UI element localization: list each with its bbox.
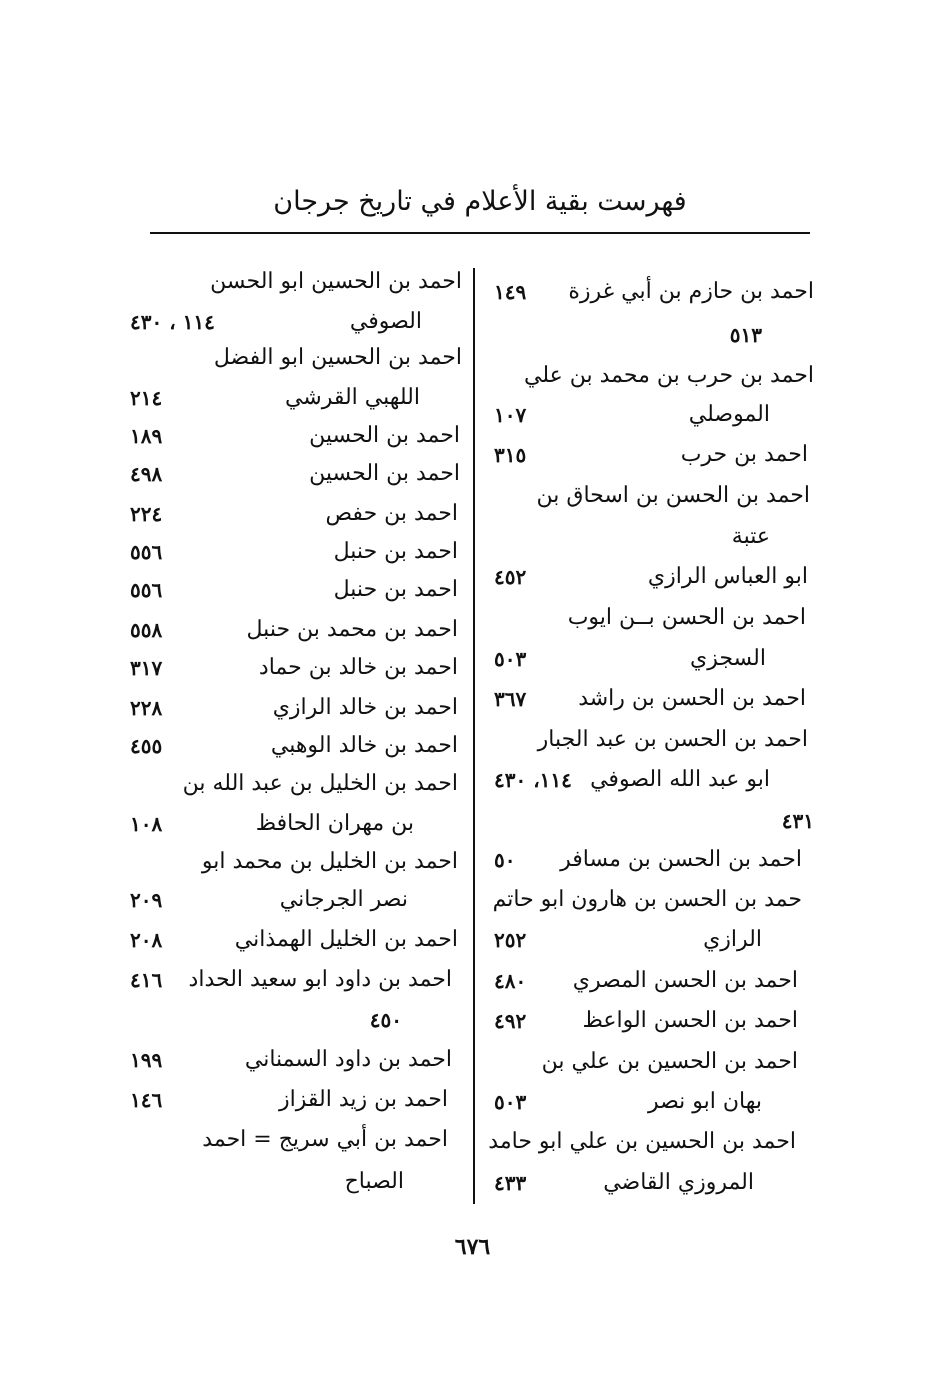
entry-page-ref: ٥٠ xyxy=(494,848,516,872)
entry-name: احمد بن الحسين ابو الحسن xyxy=(210,269,462,294)
entry-name: احمد بن حرب xyxy=(680,442,808,467)
left-entry xyxy=(118,1000,470,1040)
entry-name: الصباح xyxy=(344,1169,404,1194)
entry-name: عتبة xyxy=(731,524,770,549)
entry-page-ref: ٢٥٢ xyxy=(494,928,527,952)
entry-name: احمد بن الحسن بــن ايوب xyxy=(567,605,806,630)
entry-page-ref: ٣١٥ xyxy=(494,443,527,467)
entry-page-ref: ٤٩٨ xyxy=(130,462,163,486)
entry-page-ref: ١٠٨ xyxy=(130,812,163,836)
left-entry xyxy=(118,648,470,688)
entry-name: الرازي xyxy=(703,927,762,952)
entry-name: احمد بن الحسن المصري xyxy=(572,968,798,993)
left-entry xyxy=(118,880,470,920)
entry-page-ref: ١١٤، ٤٣٠ xyxy=(494,768,572,792)
entry-page-ref: ٢٢٨ xyxy=(130,696,163,720)
column-divider xyxy=(473,268,475,1204)
entry-page-ref: ٤٥٢ xyxy=(494,565,527,589)
left-entry xyxy=(118,804,470,844)
entry-page-ref: ٢٠٩ xyxy=(130,888,163,912)
left-entry xyxy=(118,302,470,342)
entry-page-ref: ١٨٩ xyxy=(130,424,163,448)
entry-name: احمد بن الحسين ابو الفضل xyxy=(213,345,462,370)
entry-name: احمد بن الحسن بن راشد xyxy=(578,686,806,711)
entry-name: اللهبي القرشي xyxy=(284,385,420,410)
right-entry xyxy=(476,801,822,841)
entry-name: احمد بن داود ابو سعيد الحداد xyxy=(188,967,452,992)
left-entry xyxy=(118,454,470,494)
entry-name: احمد بن خالد الوهبي xyxy=(270,733,458,758)
entry-page-ref: ٥٥٨ xyxy=(130,618,163,642)
entry-name: احمد بن داود السمناني xyxy=(244,1047,452,1072)
entry-page-ref: ٥١٣ xyxy=(729,323,762,347)
left-entry xyxy=(118,262,470,302)
right-entry xyxy=(476,679,822,719)
left-entry xyxy=(118,726,470,766)
entry-name: بهان ابو نصر xyxy=(647,1089,762,1114)
left-entry xyxy=(118,416,470,456)
right-entry xyxy=(476,639,822,679)
right-entry xyxy=(476,961,822,1001)
entry-name: حمد بن الحسن بن هارون ابو حاتم xyxy=(492,887,802,912)
entry-page-ref: ١٠٧ xyxy=(494,403,527,427)
entry-name: احمد بن حفص xyxy=(325,501,458,526)
right-entry xyxy=(476,1042,822,1082)
left-entry xyxy=(118,570,470,610)
entry-name: ابو عبد الله الصوفي xyxy=(590,767,770,792)
entry-name: احمد بن الحسن بن عبد الجبار xyxy=(537,727,808,752)
entry-page-ref: ١٤٩ xyxy=(494,280,527,304)
entry-name: احمد بن خالد الرازي xyxy=(272,695,458,720)
entry-page-ref: ١٩٩ xyxy=(130,1048,163,1072)
entry-page-ref: ٤٩٢ xyxy=(494,1009,527,1033)
entry-page-ref: ٣٦٧ xyxy=(494,687,527,711)
entry-name: احمد بن الخليل الهمذاني xyxy=(234,927,458,952)
entry-name: احمد بن الخليل بن عبد الله بن xyxy=(182,771,458,796)
entry-name: احمد بن الحسين xyxy=(309,461,460,486)
entry-name: احمد بن حازم بن أبي غرزة xyxy=(568,279,814,304)
right-entry xyxy=(476,598,822,638)
entry-name: احمد بن خالد بن حماد xyxy=(258,655,458,680)
left-entry xyxy=(118,688,470,728)
right-entry xyxy=(476,920,822,960)
entry-name: ابو العباس الرازي xyxy=(647,564,808,589)
entry-name: احمد بن الحسين xyxy=(309,423,460,448)
right-entry xyxy=(476,1163,822,1203)
right-entry xyxy=(476,476,822,516)
entry-page-ref: ٢٢٤ xyxy=(130,502,163,526)
entry-page-ref: ٤٣١ xyxy=(781,809,814,833)
right-entry xyxy=(476,517,822,557)
entry-name: احمد بن الحسن بن مسافر xyxy=(560,847,802,872)
left-entry xyxy=(118,338,470,378)
entry-page-ref: ٤٨٠ xyxy=(494,969,527,993)
entry-name: احمد بن الحسين بن علي بن xyxy=(541,1049,798,1074)
left-entry xyxy=(118,1120,470,1160)
entry-name: نصر الجرجاني xyxy=(279,887,408,912)
entry-name: احمد بن زيد القزاز xyxy=(279,1087,448,1112)
entry-page-ref: ٢١٤ xyxy=(130,386,163,410)
title-rule xyxy=(150,232,810,234)
entry-page-ref: ٤٥٠ xyxy=(369,1008,402,1032)
entry-page-ref: ٤٥٥ xyxy=(130,734,163,758)
right-entry xyxy=(476,435,822,475)
entry-name: المروزي القاضي xyxy=(603,1170,754,1195)
right-entry xyxy=(476,1122,822,1162)
right-entry xyxy=(476,880,822,920)
left-entry xyxy=(118,1040,470,1080)
right-entry xyxy=(476,557,822,597)
entry-page-ref: ٥٠٣ xyxy=(494,647,527,671)
entry-name: احمد بن الحسين بن علي ابو حامد xyxy=(488,1129,796,1154)
entry-name: احمد بن حنبل xyxy=(333,577,458,602)
entry-name: احمد بن الحسن بن اسحاق بن xyxy=(536,483,810,508)
entry-name: الصوفي xyxy=(349,309,422,334)
left-entry xyxy=(118,1080,470,1120)
right-entry xyxy=(476,395,822,435)
page-number: ٦٧٦ xyxy=(454,1234,491,1260)
entry-page-ref: ٢٠٨ xyxy=(130,928,163,952)
right-entry xyxy=(476,720,822,760)
entry-page-ref: ١١٤ ، ٤٣٠ xyxy=(130,310,215,334)
left-entry xyxy=(118,764,470,804)
left-entry xyxy=(118,494,470,534)
right-entry xyxy=(476,840,822,880)
entry-name: بن مهران الحافظ xyxy=(255,811,414,836)
entry-page-ref: ٥٥٦ xyxy=(130,540,163,564)
left-entry xyxy=(118,1162,470,1202)
entry-page-ref: ٤١٦ xyxy=(130,968,163,992)
entry-page-ref: ٣١٧ xyxy=(130,656,163,680)
entry-name: احمد بن حرب بن محمد بن علي xyxy=(524,363,814,388)
entry-name: احمد بن حنبل xyxy=(333,539,458,564)
page-title: فهرست بقية الأعلام في تاريخ جرجان xyxy=(273,186,687,217)
left-entry xyxy=(118,610,470,650)
right-entry xyxy=(476,760,822,800)
entry-page-ref: ٥٥٦ xyxy=(130,578,163,602)
right-entry xyxy=(476,356,822,396)
right-entry xyxy=(476,1001,822,1041)
right-entry xyxy=(476,272,822,312)
entry-name: احمد بن أبي سريج = احمد xyxy=(202,1127,448,1152)
entry-page-ref: ٤٣٣ xyxy=(494,1171,527,1195)
entry-page-ref: ٥٠٣ xyxy=(494,1090,527,1114)
entry-page-ref: ١٤٦ xyxy=(130,1088,163,1112)
entry-name: الموصلي xyxy=(688,402,770,427)
right-entry xyxy=(476,1082,822,1122)
entry-name: السجزي xyxy=(689,646,766,671)
left-entry xyxy=(118,842,470,882)
entry-name: احمد بن الخليل بن محمد ابو xyxy=(201,849,458,874)
left-entry xyxy=(118,378,470,418)
left-entry xyxy=(118,532,470,572)
entry-name: احمد بن محمد بن حنبل xyxy=(246,617,458,642)
left-entry xyxy=(118,960,470,1000)
entry-name: احمد بن الحسن الواعظ xyxy=(582,1008,798,1033)
right-entry xyxy=(476,315,822,355)
left-entry xyxy=(118,920,470,960)
